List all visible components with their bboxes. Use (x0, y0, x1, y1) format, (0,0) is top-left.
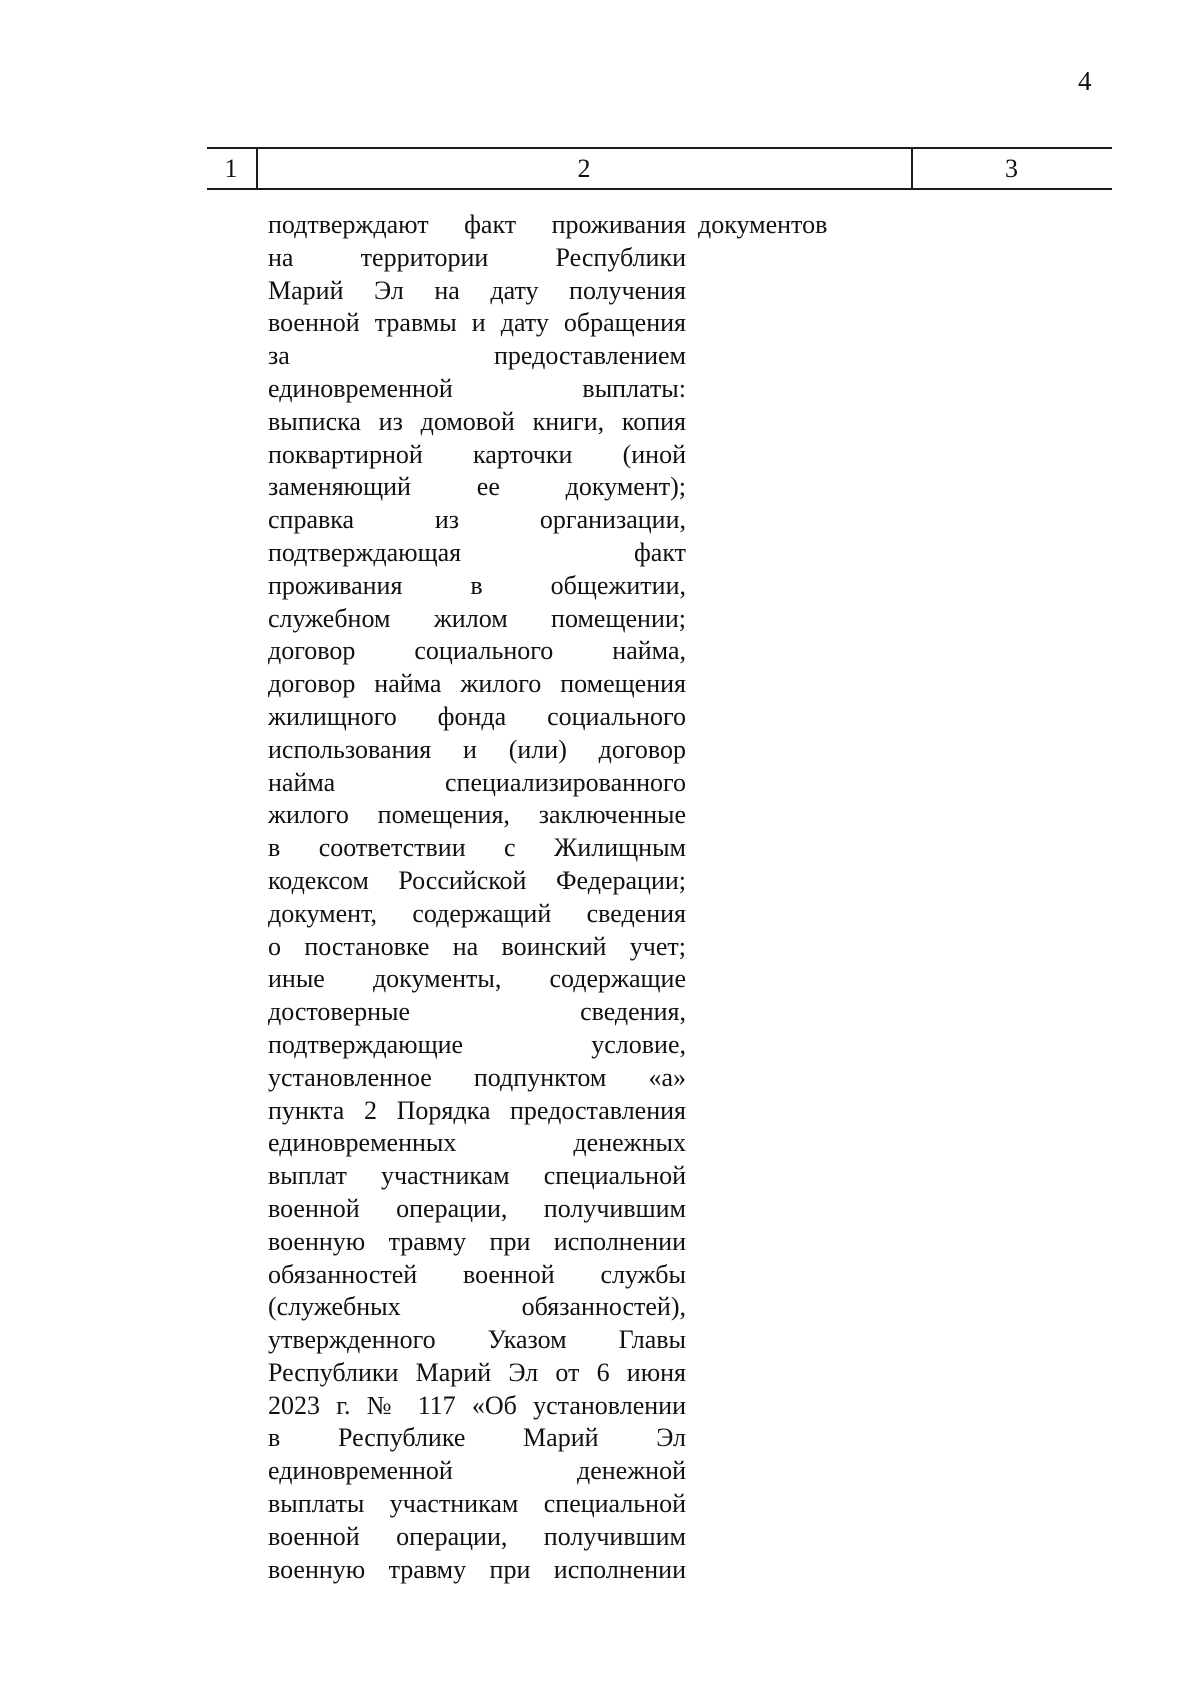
text-line: за предоставлением (268, 341, 686, 371)
column-3-text: документов (698, 210, 828, 239)
text-line: подтверждающие условие, (268, 1029, 686, 1059)
text-line: подтверждающая факт (268, 537, 686, 567)
text-line: служебном жилом помещении; (268, 603, 686, 633)
text-line: жилого помещения, заключенные (268, 800, 686, 830)
text-line: военной операции, получившим (268, 1521, 686, 1551)
text-line: (служебных обязанностей), (268, 1292, 686, 1322)
table-header-col-1: 1 (224, 154, 238, 183)
text-line: выплаты участникам специальной (268, 1489, 686, 1519)
text-line: иные документы, содержащие (268, 964, 686, 994)
text-line: документ, содержащий сведения (268, 898, 686, 928)
text-line: справка из организации, (268, 505, 686, 535)
text-line: в соответствии с Жилищным (268, 833, 686, 863)
text-line: выписка из домовой книги, копия (268, 406, 686, 436)
text-line: договор найма жилого помещения (268, 669, 686, 699)
text-line: выплат участникам специальной (268, 1161, 686, 1191)
text-line: Марий Эл на дату получения (268, 275, 686, 305)
table-header-row (207, 147, 1112, 190)
text-line: Республики Марий Эл от 6 июня (268, 1357, 686, 1387)
text-line: 2023 г. № 117 «Об установлении (268, 1390, 686, 1420)
text-line: утвержденного Указом Главы (268, 1325, 686, 1355)
text-line: военную травму при исполнении (268, 1554, 686, 1584)
text-line: в Республике Марий Эл (268, 1423, 686, 1453)
text-line: заменяющий ее документ); (268, 472, 686, 502)
text-line: о постановке на воинский учет; (268, 931, 686, 961)
text-line: обязанностей военной службы (268, 1259, 686, 1289)
column-2-text (268, 209, 686, 1586)
text-line: достоверные сведения, (268, 997, 686, 1027)
text-line: военной операции, получившим (268, 1193, 686, 1223)
text-line: проживания в общежитии, (268, 570, 686, 600)
text-line: использования и (или) договор (268, 734, 686, 764)
text-line: установленное подпунктом «а» (268, 1062, 686, 1092)
table-header-col-2: 2 (577, 154, 591, 183)
text-line: единовременных денежных (268, 1128, 686, 1158)
text-line: военной травмы и дату обращения (268, 308, 686, 338)
text-line: найма специализированного (268, 767, 686, 797)
text-line: поквартирной карточки (иной (268, 439, 686, 469)
text-line: единовременной денежной (268, 1456, 686, 1486)
text-line: договор социального найма, (268, 636, 686, 666)
text-line: подтверждают факт проживания (268, 210, 686, 239)
text-line: кодексом Российской Федерации; (268, 865, 686, 895)
text-line: на территории Республики (268, 242, 686, 272)
page-number: 4 (1078, 66, 1092, 96)
text-line: военную травму при исполнении (268, 1226, 686, 1256)
text-line: единовременной выплаты: (268, 373, 686, 403)
table-header-col-3: 3 (1005, 154, 1018, 183)
text-line: жилищного фонда социального (268, 701, 686, 731)
text-line: пункта 2 Порядка предоставления (268, 1095, 686, 1125)
